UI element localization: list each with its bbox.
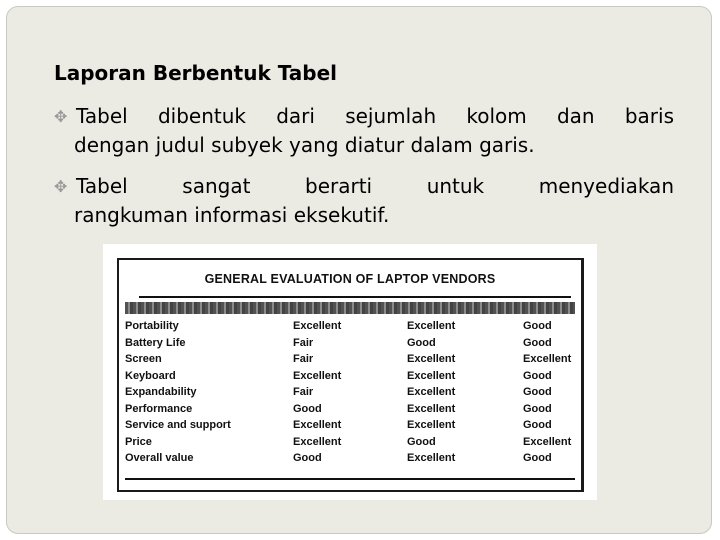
rating-cell: Fair xyxy=(293,336,314,349)
bullet-2 xyxy=(54,172,674,229)
criterion-cell: Screen xyxy=(125,353,162,365)
bottom-rule xyxy=(125,478,575,480)
title-rule xyxy=(139,296,571,298)
rating-cell: Excellent xyxy=(407,386,456,398)
smudged-header-row xyxy=(125,302,575,314)
rating-cell: Excellent xyxy=(407,353,456,365)
rating-cell: Excellent xyxy=(293,369,342,382)
slide-title: Laporan Berbentuk Tabel xyxy=(54,61,338,85)
rating-cell: Excellent xyxy=(407,419,456,431)
slide-panel xyxy=(6,6,712,534)
rating-cell: Good xyxy=(293,402,322,415)
bullet-1 xyxy=(54,102,674,159)
rating-cell: Excellent xyxy=(293,435,342,448)
table-title: GENERAL EVALUATION OF LAPTOP VENDORS xyxy=(204,272,496,286)
rating-cell: Excellent xyxy=(523,353,572,365)
criterion-cell: Overall value xyxy=(125,452,194,464)
rating-cell: Good xyxy=(523,369,552,382)
scanned-table-image xyxy=(103,244,597,500)
table-row xyxy=(119,353,581,369)
rating-cell: Fair xyxy=(293,353,314,365)
rating-cell: Good xyxy=(523,320,552,332)
rating-cell: Good xyxy=(523,452,552,464)
bullet-1-line1: Tabel dibentuk dari sejumlah kolom dan baris xyxy=(76,104,674,128)
bullet-icon: ✥ xyxy=(54,177,68,196)
rating-cell: Good xyxy=(293,452,322,464)
rating-cell: Excellent xyxy=(293,419,342,431)
bullet-2-line2: rangkuman informasi eksekutif. xyxy=(74,203,390,227)
criterion-cell: Service and support xyxy=(125,419,231,431)
rating-cell: Excellent xyxy=(407,320,456,332)
table-row xyxy=(119,386,581,402)
table-row xyxy=(119,370,581,386)
rating-cell: Good xyxy=(523,336,552,349)
table-row xyxy=(119,320,581,336)
rating-cell: Excellent xyxy=(523,435,572,448)
rating-cell: Fair xyxy=(293,386,314,398)
rating-cell: Good xyxy=(523,419,552,431)
rating-cell: Good xyxy=(523,386,552,398)
table-row xyxy=(119,403,581,419)
table-row xyxy=(119,337,581,353)
table-frame xyxy=(117,258,584,492)
rating-cell: Excellent xyxy=(407,452,456,464)
criterion-cell: Keyboard xyxy=(125,369,176,382)
rating-cell: Good xyxy=(407,336,436,349)
rating-cell: Excellent xyxy=(407,402,456,415)
bullet-icon: ✥ xyxy=(54,107,68,126)
criterion-cell: Portability xyxy=(125,320,179,332)
table-row xyxy=(119,419,581,435)
criterion-cell: Battery Life xyxy=(125,336,186,349)
rating-cell: Excellent xyxy=(293,320,342,332)
bullet-2-line1: Tabel sangat berarti untuk menyediakan xyxy=(76,174,674,198)
table-row xyxy=(119,452,581,468)
criterion-cell: Price xyxy=(125,435,152,448)
table-row xyxy=(119,436,581,452)
rating-cell: Good xyxy=(407,435,436,448)
bullet-1-line2: dengan judul subyek yang diatur dalam garis. xyxy=(74,133,535,157)
rating-cell: Good xyxy=(523,402,552,415)
rating-cell: Excellent xyxy=(407,369,456,382)
criterion-cell: Expandability xyxy=(125,386,197,398)
criterion-cell: Performance xyxy=(125,402,193,415)
